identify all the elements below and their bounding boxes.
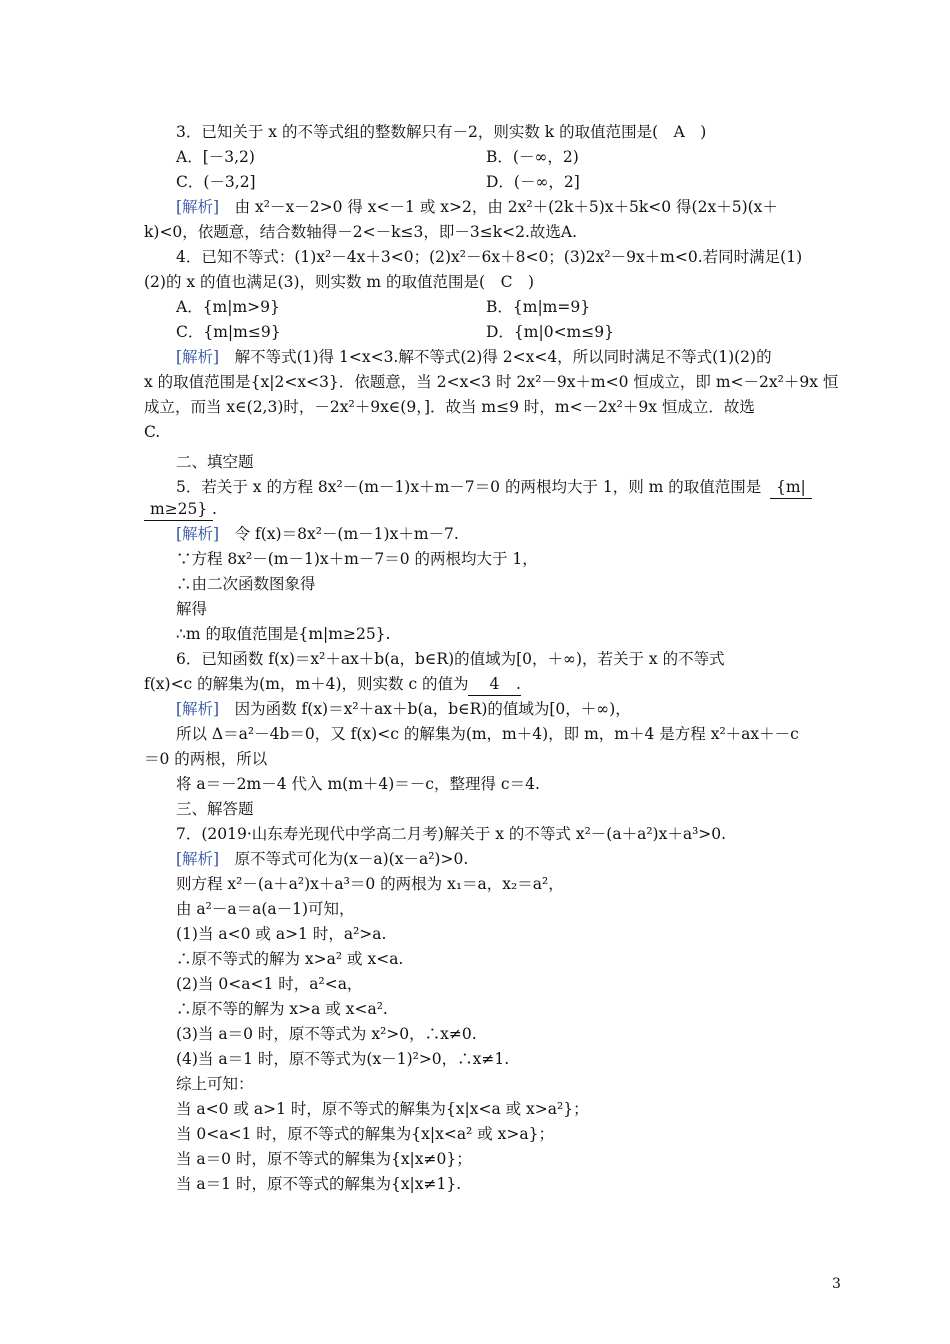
line-text: 3．已知关于 x 的不等式组的整数解只有－2，则实数 k 的取值范围是( A ) (176, 123, 707, 141)
line-text: f(x)<c 的解集为(m，m＋4)，则实数 c 的值为 (144, 675, 469, 693)
line-text: . (212, 500, 217, 518)
line-text: A．{m|m>9} (176, 298, 280, 316)
text-line (486, 146, 579, 168)
line-text: B．{m|m=9} (486, 298, 591, 316)
text-line (486, 171, 580, 193)
line-text: 7．(2019·山东寿光现代中学高二月考)解关于 x 的不等式 x²－(a＋a²)x＋a³>0. (176, 825, 727, 843)
text-line (144, 498, 213, 521)
line-text: x 的取值范围是{x|2<x<3}．依题意，当 2<x<3 时 2x²－9x＋m<0 恒成立，即 m<－2x²＋9x 恒 (144, 373, 839, 391)
line-text: 则方程 x²－(a＋a²)x＋a³＝0 的两根为 x₁＝a，x₂＝a²， (176, 875, 564, 893)
text-line (176, 898, 355, 920)
text-line (176, 1048, 509, 1070)
text-line (144, 221, 577, 243)
text-line (176, 723, 799, 745)
line-text: 将 a＝－2m－4 代入 m(m＋4)＝－c，整理得 c＝4. (176, 775, 540, 793)
analysis-tag: [解析] (176, 348, 220, 366)
text-line (176, 321, 281, 343)
line-text: ∴由二次函数图象得 (176, 575, 316, 593)
answer-blank: {m| (770, 476, 812, 499)
line-text: 解不等式(1)得 1<x<3.解不等式(2)得 2<x<4，所以同时满足不等式(1)(2)的 (219, 348, 772, 366)
text-line (176, 823, 726, 845)
text-line (176, 1173, 461, 1195)
line-text: ＝0 的两根，所以 (144, 750, 268, 768)
text-line (176, 1023, 477, 1045)
line-text: D．{m|0<m≤9} (486, 323, 614, 341)
line-text: 成立，而当 x∈(2,3)时，－2x²＋9x∈(9，]．故当 m≤9 时，m<－2x²＋9x 恒成立．故选 (144, 398, 755, 416)
line-text: 当 0<a<1 时，原不等式的解集为{x|x<a² 或 x>a}； (176, 1125, 554, 1143)
line-text: k)<0，依题意，结合数轴得－2<－k≤3，即－3≤k<2.故选A. (144, 223, 578, 241)
line-text: (2)的 x 的值也满足(3)，则实数 m 的取值范围是( C ) (144, 273, 535, 291)
text-line (516, 673, 521, 695)
line-text: D．(－∞，2] (486, 173, 580, 191)
text-line (176, 623, 390, 645)
text-line (176, 296, 280, 318)
text-line (176, 476, 761, 498)
analysis-tag: [解析] (176, 198, 220, 216)
line-text: 由 x²－x－2>0 得 x<－1 或 x>2，由 2x²＋(2k＋5)x＋5k<0 得(2x＋5)(x＋ (219, 198, 778, 216)
text-line (176, 548, 538, 570)
text-line (144, 271, 534, 293)
analysis-tag: [解析] (176, 700, 220, 718)
line-text: 二、填空题 (176, 453, 254, 471)
text-line (176, 1123, 554, 1145)
text-line (176, 948, 403, 970)
answer-blank: 4 (468, 673, 521, 696)
text-line (176, 246, 802, 268)
line-text: ∴原不等的解为 x>a 或 x<a². (176, 1000, 388, 1018)
text-line (144, 396, 755, 418)
text-line (176, 923, 386, 945)
line-text: ∴原不等式的解为 x>a² 或 x<a. (176, 950, 404, 968)
line-text: 因为函数 f(x)＝x²＋ax＋b(a，b∈R)的值域为[0，＋∞)， (219, 700, 631, 718)
line-text: 令 f(x)＝8x²－(m－1)x＋m－7. (219, 525, 459, 543)
line-text: . (516, 675, 521, 693)
line-text: 6．已知函数 f(x)＝x²＋ax＋b(a，b∈R)的值域为[0，＋∞)，若关于 x 的不等式 (176, 650, 725, 668)
line-text: 原不等式可化为(x－a)(x－a²)>0. (219, 850, 469, 868)
text-line (176, 1098, 589, 1120)
text-line (176, 146, 255, 168)
text-line (176, 773, 540, 795)
line-text: (1)当 a<0 或 a>1 时，a²>a. (176, 925, 387, 943)
text-line (176, 573, 316, 595)
text-line (176, 598, 207, 620)
page-number: 3 (832, 1276, 841, 1292)
text-line (144, 421, 160, 443)
text-line (144, 673, 469, 695)
line-text: 三、解答题 (176, 800, 254, 818)
line-text: 所以 Δ＝a²－4b＝0，又 f(x)<c 的解集为(m，m＋4)，即 m，m＋4 是方程 x²＋ax＋－c (176, 725, 799, 743)
line-text: (3)当 a＝0 时，原不等式为 x²>0，∴x≠0. (176, 1025, 477, 1043)
line-text: 当 a＝0 时，原不等式的解集为{x|x≠0}； (176, 1150, 472, 1168)
text-line (468, 673, 521, 696)
line-text: (4)当 a＝1 时，原不等式为(x－1)²>0，∴x≠1. (176, 1050, 510, 1068)
text-line (176, 798, 254, 820)
text-line (176, 346, 772, 368)
line-text: ∵方程 8x²－(m－1)x＋m－7＝0 的两根均大于 1， (176, 550, 538, 568)
line-text: C. (144, 423, 161, 441)
text-line (176, 698, 631, 720)
answer-blank: m≥25} (144, 498, 213, 521)
text-line (176, 873, 564, 895)
text-line (176, 648, 725, 670)
line-text: A．[－3,2) (176, 148, 255, 166)
line-text: ∴m 的取值范围是{m|m≥25}. (176, 625, 391, 643)
text-line (176, 848, 468, 870)
analysis-tag: [解析] (176, 525, 220, 543)
line-text: (2)当 0<a<1 时，a²<a， (176, 975, 363, 993)
text-line (176, 196, 778, 218)
line-text: B．(－∞，2) (486, 148, 579, 166)
line-text: 解得 (176, 600, 208, 618)
line-text: 当 a<0 或 a>1 时，原不等式的解集为{x|x<a 或 x>a²}； (176, 1100, 589, 1118)
line-text: C．{m|m≤9} (176, 323, 281, 341)
line-text: 由 a²－a＝a(a－1)可知， (176, 900, 355, 918)
text-line (212, 498, 217, 520)
text-line (176, 523, 459, 545)
text-line (176, 121, 706, 143)
text-line (144, 748, 267, 770)
line-text: C．(－3,2] (176, 173, 256, 191)
text-line (176, 1148, 472, 1170)
text-line (486, 296, 590, 318)
analysis-tag: [解析] (176, 850, 220, 868)
text-line (770, 476, 812, 499)
text-line (176, 998, 388, 1020)
text-line (176, 171, 256, 193)
text-line (176, 451, 254, 473)
line-text: 综上可知： (176, 1075, 254, 1093)
text-line (144, 371, 838, 393)
text-line (486, 321, 614, 343)
text-line (176, 1073, 254, 1095)
line-text: 4．已知不等式：(1)x²－4x＋3<0；(2)x²－6x＋8<0；(3)2x²－9x＋m<0.若同时满足(1) (176, 248, 803, 266)
text-line (176, 973, 362, 995)
line-text: 5．若关于 x 的方程 8x²－(m－1)x＋m－7＝0 的两根均大于 1，则 m 的取值范围是 (176, 478, 762, 496)
line-text: 当 a＝1 时，原不等式的解集为{x|x≠1}. (176, 1175, 462, 1193)
